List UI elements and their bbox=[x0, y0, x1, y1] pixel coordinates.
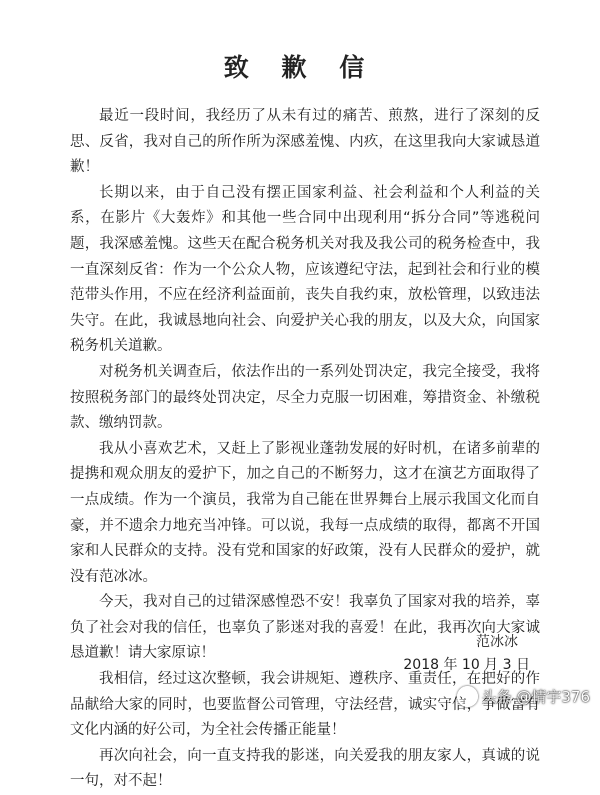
signature-date: 2018 年 10 月 3 日 bbox=[403, 657, 530, 673]
watermark-text: 头条 @情宇376 bbox=[481, 688, 590, 706]
paragraph: 我相信，经过这次整顿，我会讲规矩、遵秩序、重责任，在把好的作品献给大家的同时，也要监督公司管理，守法经营，诚实守信，争做富有文化内涵的好公司，为全社会传播正能量！ bbox=[70, 671, 540, 739]
paragraph: 今天，我对自己的过错深感惶恐不安！我辜负了国家对我的培养，辜负了社会对我的信任，也辜负了影迷对我的喜爱！在此，我再次向大家诚恳道歉！请大家原谅！ bbox=[70, 594, 540, 662]
paragraph: 对税务机关调查后，依法作出的一系列处罚决定，我完全接受，我将按照税务部门的最终处罚决定，尽全力克服一切困难，筹措资金、补缴税款、缴纳罚款。 bbox=[70, 363, 540, 432]
signature-block bbox=[403, 631, 530, 677]
signature-name: 范冰冰 bbox=[476, 634, 518, 650]
at-icon bbox=[457, 686, 478, 707]
paragraph: 长期以来，由于自己没有摆正国家利益、社会利益和个人利益的关系，在影片《大轰炸》和其他一些合同中出现利用“拆分合同”等逃税问题，我深感羞愧。这些天在配合税务机关对我及我公司的税务检查中，我一直深刻反省：作为一个公众人物，应该遵纪守法，起到社会和行业的模范带头作用，不应在经济利益面前，丧失自我约束，放松管理，以致违法失守。在此，我诚恳地向社会、向爱护关心我的朋友，以及大众，向国家税务机关道歉。 bbox=[70, 184, 540, 355]
paragraph: 再次向社会，向一直支持我的影迷，向关爱我的朋友家人，真诚的说一句，对不起！ bbox=[70, 747, 540, 790]
paragraph: 我从小喜欢艺术，又赶上了影视业蓬勃发展的好时机，在诸多前辈的提携和观众朋友的爱护下，加之自己的不断努力，这才在演艺方面取得了一点成绩。作为一个演员，我常为自己能在世界舞台上展示我国文化而自豪，并不遗余力地充当冲锋。可以说，我每一点成绩的取得，都离不开国家和人民群众的支持。没有党和国家的好政策，没有人民群众的爱护，就没有范冰冰。 bbox=[70, 440, 540, 585]
paragraph: 最近一段时间，我经历了从未有过的痛苦、煎熬，进行了深刻的反思、反省，我对自己的所作所为深感羞愧、内疚，在这里我向大家诚恳道歉！ bbox=[70, 108, 540, 176]
watermark bbox=[457, 686, 590, 707]
letter-title: 致 歉 信 bbox=[223, 53, 377, 82]
